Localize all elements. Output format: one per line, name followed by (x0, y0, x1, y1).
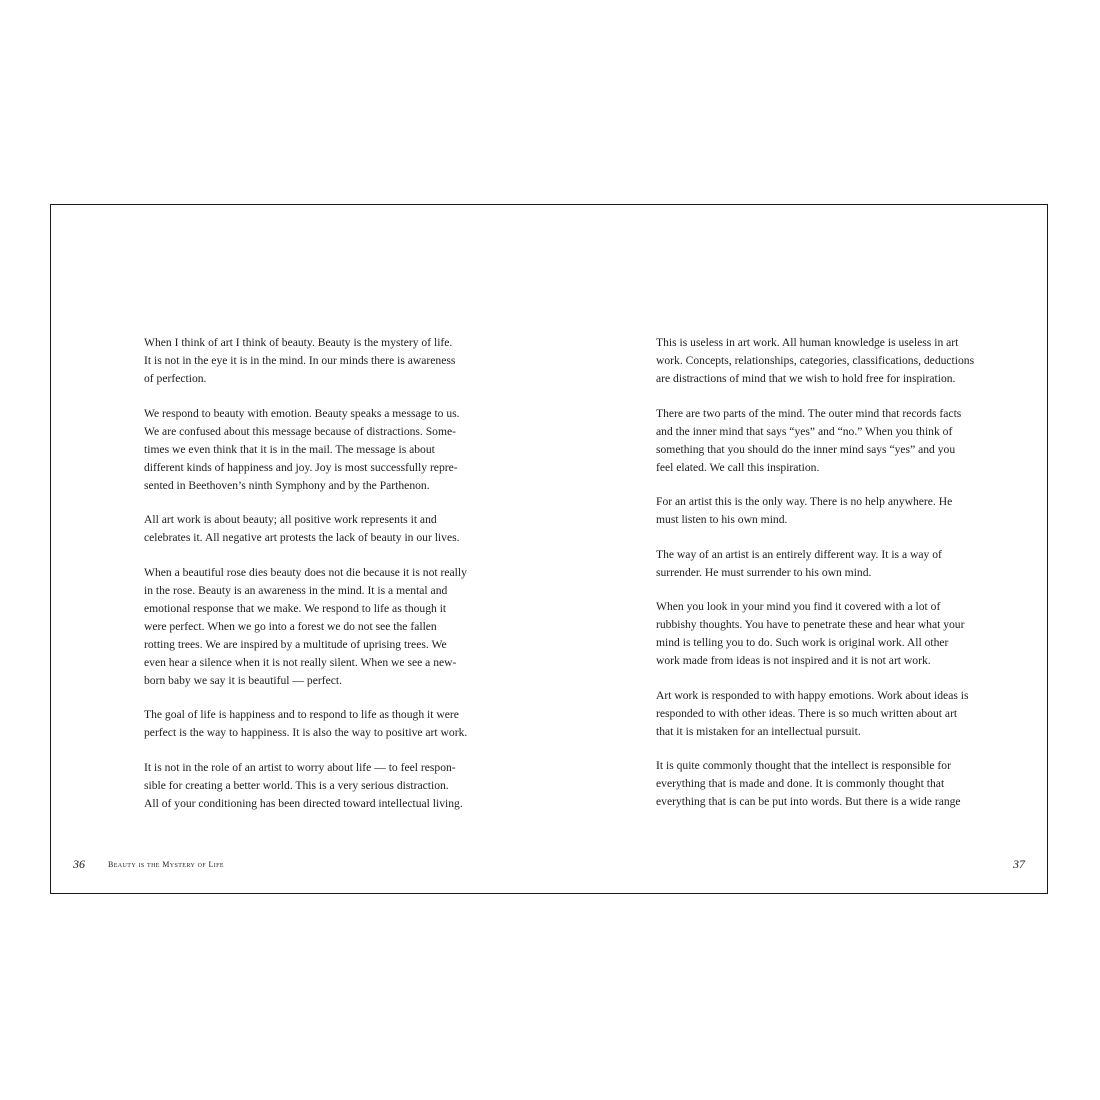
text-line: perfect is the way to happiness. It is also the way to positive art work. (144, 726, 468, 739)
text-line: times we even think that it is in the mail. The message is about (144, 442, 435, 456)
text-line: everything that is made and done. It is commonly thought that (656, 777, 945, 790)
paragraph (656, 546, 986, 582)
text-line: something that you should do the inner mind says “yes” and you (656, 442, 956, 456)
paragraph (144, 405, 474, 495)
text-line: sible for creating a better world. This is a very serious distraction. (144, 778, 449, 792)
text-line: different kinds of happiness and joy. Joy is most successfully repre- (144, 460, 458, 474)
text-line: All of your conditioning has been directed toward intellectual living. (144, 796, 463, 810)
paragraph (144, 511, 474, 547)
text-line: When a beautiful rose dies beauty does not die because it is not really (144, 565, 467, 579)
text-line: When you look in your mind you find it covered with a lot of (656, 600, 941, 613)
text-line: Art work is responded to with happy emotions. Work about ideas is (656, 688, 969, 702)
paragraph (656, 687, 986, 741)
text-line: This is useless in art work. All human knowledge is useless in art (656, 336, 959, 349)
paragraph (656, 334, 986, 388)
text-line: We respond to beauty with emotion. Beauty speaks a message to us. (144, 406, 460, 420)
paragraph (656, 598, 986, 670)
text-line: It is quite commonly thought that the intellect is responsible for (656, 759, 951, 772)
text-line: everything that is can be put into words. But there is a wide range (656, 795, 961, 808)
text-line: and the inner mind that says “yes” and “no.” When you think of (656, 424, 953, 438)
text-line: are distractions of mind that we wish to hold free for inspiration. (656, 372, 956, 385)
paragraph (144, 759, 474, 813)
left-page-number: 36 (73, 857, 85, 871)
text-line: We are confused about this message because of distractions. Some- (144, 424, 457, 438)
paragraph (144, 564, 474, 690)
text-line: must listen to his own mind. (656, 513, 788, 526)
paragraph (656, 757, 986, 811)
text-line: It is not in the eye it is in the mind. In our minds there is awareness (144, 354, 456, 367)
text-line: The way of an artist is an entirely different way. It is a way of (656, 547, 942, 561)
text-line: All art work is about beauty; all positive work represents it and (144, 513, 437, 526)
book-spread (50, 204, 1048, 894)
text-line: emotional response that we make. We respond to life as though it (144, 601, 447, 615)
text-line: There are two parts of the mind. The outer mind that records facts (656, 406, 962, 420)
text-line: responded to with other ideas. There is so much written about art (656, 706, 958, 720)
paragraph (656, 405, 986, 477)
paragraph (144, 334, 474, 388)
text-line: rubbishy thoughts. You have to penetrate these and hear what your (656, 618, 965, 631)
running-head: Beauty is the Mystery of Life (108, 860, 224, 869)
paragraph (656, 493, 986, 529)
text-line: were perfect. When we go into a forest we do not see the fallen (144, 619, 437, 633)
text-line: surrender. He must surrender to his own mind. (656, 565, 872, 579)
text-line: It is not in the role of an artist to worry about life — to feel respon- (144, 760, 456, 774)
text-line: For an artist this is the only way. There is no help anywhere. He (656, 495, 953, 508)
left-page-text (144, 334, 474, 829)
text-line: work. Concepts, relationships, categories, classifications, deductions (656, 354, 975, 367)
text-line: rotting trees. We are inspired by a multitude of uprising trees. We (144, 637, 447, 651)
text-line: that it is mistaken for an intellectual pursuit. (656, 724, 861, 738)
paragraph (144, 706, 474, 742)
text-line: The goal of life is happiness and to respond to life as though it were (144, 708, 459, 721)
text-line: of perfection. (144, 372, 207, 385)
text-line: work made from ideas is not inspired and it is not art work. (656, 654, 931, 667)
text-line: mind is telling you to do. Such work is original work. All other (656, 636, 949, 649)
text-line: even hear a silence when it is not really silent. When we see a new- (144, 655, 457, 669)
right-page-text (656, 334, 986, 828)
text-line: celebrates it. All negative art protests the lack of beauty in our lives. (144, 531, 460, 544)
text-line: When I think of art I think of beauty. Beauty is the mystery of life. (144, 336, 453, 349)
text-line: feel elated. We call this inspiration. (656, 460, 820, 474)
text-line: sented in Beethoven’s ninth Symphony and by the Parthenon. (144, 478, 430, 492)
right-page-number: 37 (1013, 857, 1025, 871)
text-line: born baby we say it is beautiful — perfect. (144, 673, 342, 687)
text-line: in the rose. Beauty is an awareness in the mind. It is a mental and (144, 583, 448, 597)
